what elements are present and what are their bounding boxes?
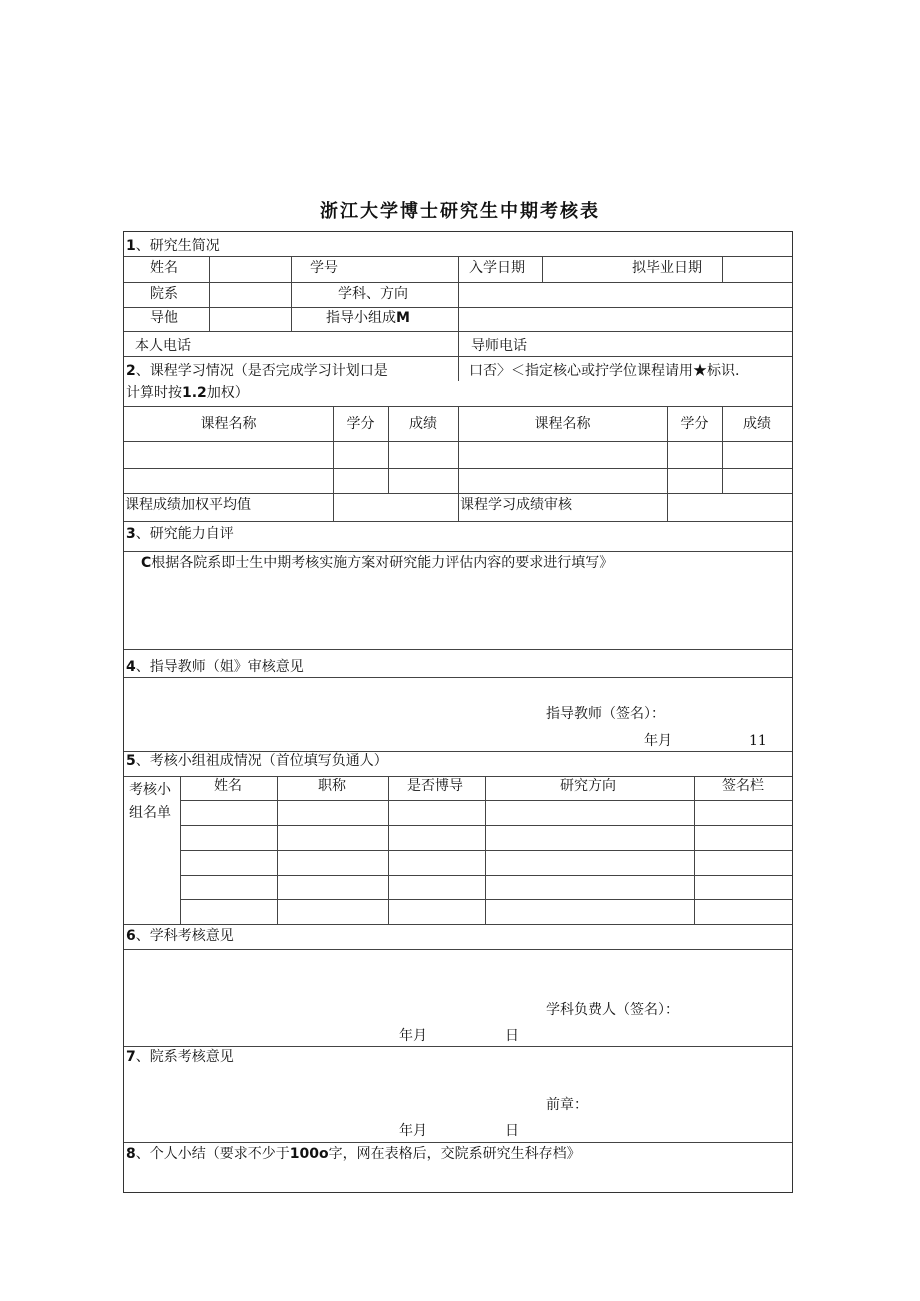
section-3-note: C根据各院系即士生中期考核实施方案对研究能力评估内容的要求进行填写》 — [141, 555, 614, 571]
section-6-heading: 6、学科考核意见 — [126, 928, 234, 944]
assessment-form — [123, 231, 793, 1193]
section-8-heading: 8、个人小结（要求不少于100o字，网在表格后，交院系研究生科存档》 — [126, 1146, 581, 1162]
discipline-head-signature-label: 学科负费人（签名）： — [546, 1002, 679, 1018]
rule — [180, 850, 792, 851]
date-year-month: 年月 — [399, 1028, 427, 1044]
date-year-month: 年月 — [399, 1123, 427, 1139]
rule — [694, 776, 695, 924]
rule — [291, 256, 292, 331]
label-group: 指导小组成M — [326, 310, 410, 326]
rule — [180, 776, 181, 924]
col-research-field: 研究方向 — [560, 778, 616, 794]
rule — [485, 776, 486, 924]
label-enroll-date: 入学日期 — [469, 260, 525, 276]
rule — [388, 776, 389, 924]
rule — [124, 677, 792, 678]
group-list-label: 考核小 — [129, 782, 171, 798]
section-4-heading: 4、指导教师（姐》审核意见 — [126, 659, 304, 675]
date-day: 11 — [749, 733, 767, 749]
label-student-id: 学号 — [310, 260, 338, 276]
rule — [180, 800, 792, 801]
rule — [209, 256, 210, 331]
rule — [124, 521, 792, 522]
label-course-review: 课程学习成绩审核 — [460, 497, 572, 513]
rule — [124, 924, 792, 925]
label-dept: 院系 — [150, 286, 178, 302]
rule — [124, 776, 792, 777]
col-course-name: 课程名称 — [534, 416, 591, 432]
rule — [277, 776, 278, 924]
rule — [542, 256, 543, 282]
rule — [124, 949, 792, 950]
col-score: 成绩 — [409, 416, 437, 432]
section-2-heading-rest: 口否〉＜指定核心或拧学位课程请用★标识. — [469, 363, 740, 379]
col-score: 成绩 — [743, 416, 771, 432]
section-2-heading: 2、课程学习情况（是否完成学习计划口是 — [126, 363, 388, 379]
rule — [458, 256, 459, 381]
advisor-signature-label: 指导教师（签名）： — [546, 706, 665, 722]
col-signature: 签名栏 — [722, 778, 764, 794]
col-member-title: 职称 — [318, 778, 346, 794]
rule — [180, 825, 792, 826]
date-day: 日 — [505, 1028, 519, 1044]
rule — [180, 899, 792, 900]
section-7-heading: 7、院系考核意见 — [126, 1049, 234, 1065]
group-list-label: 组名单 — [129, 805, 171, 821]
col-member-name: 姓名 — [214, 778, 242, 794]
label-weighted-avg: 课程成绩加权平均值 — [125, 497, 251, 513]
rule — [722, 256, 723, 282]
rule — [124, 1046, 792, 1047]
date-day: 日 — [505, 1123, 519, 1139]
section-5-heading: 5、考核小组祖成情况（首位填写负通人） — [126, 753, 388, 769]
label-advisor-phone: 导师电话 — [471, 338, 527, 354]
rule — [180, 875, 792, 876]
rule — [124, 1142, 792, 1143]
label-grad-date: 拟毕业日期 — [632, 260, 702, 276]
section-2-heading-line2: 计算时按1.2加权） — [126, 385, 249, 401]
page-title: 浙江大学博士研究生中期考核表 — [320, 201, 600, 222]
col-credit: 学分 — [680, 416, 709, 432]
rule — [124, 649, 792, 650]
col-credit: 学分 — [346, 416, 375, 432]
label-advisor: 导他 — [150, 310, 178, 326]
col-is-supervisor: 是否博导 — [407, 778, 463, 794]
rule — [124, 551, 792, 552]
section-3-heading: 3、研究能力自评 — [126, 526, 234, 542]
label-phone: 本人电话 — [135, 338, 191, 354]
label-major: 学科、方向 — [338, 286, 408, 302]
department-stamp-label: 前章： — [546, 1097, 588, 1113]
col-course-name: 课程名称 — [200, 416, 257, 432]
section-1-heading: 1、研究生简况 — [126, 238, 220, 254]
date-year-month: 年月 — [644, 733, 672, 749]
rule — [124, 751, 792, 752]
label-name: 姓名 — [150, 260, 178, 276]
